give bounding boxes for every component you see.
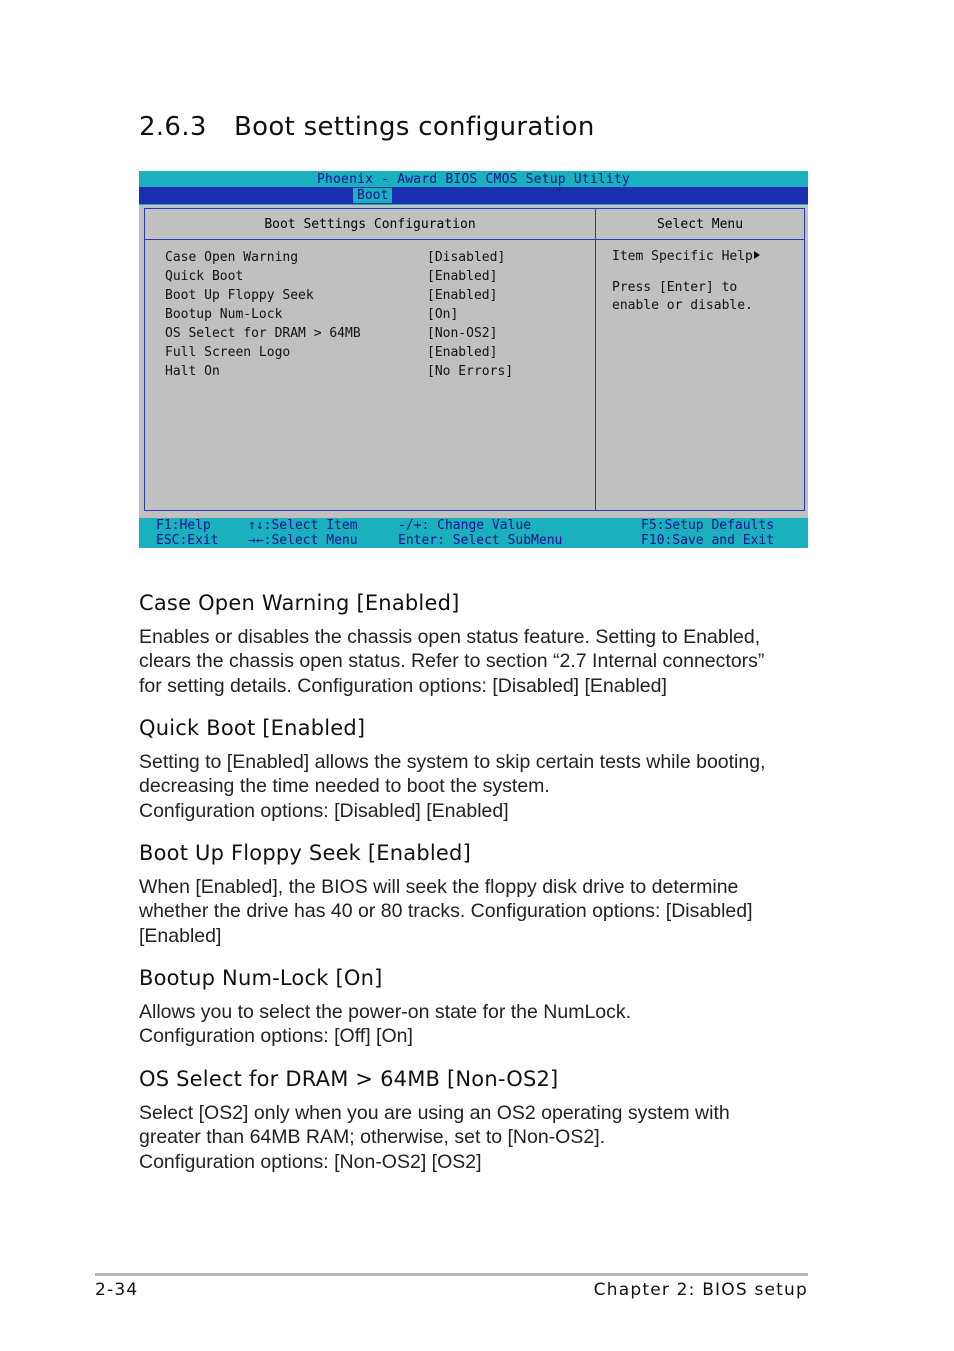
bios-screenshot [139,171,808,548]
setting-label: Full Screen Logo [165,345,291,360]
footer-rule [95,1273,808,1276]
text-line: Setting to [Enabled] allows the system to skip certain tests while booting, [139,751,766,773]
key-select-menu: →←:Select Menu [248,533,358,548]
item-description [139,1101,819,1174]
help-title: Item Specific Help [612,249,753,264]
left-panel-title: Boot Settings Configuration [145,209,595,240]
boot-settings-panel [144,208,596,511]
text-line: for setting details. Configuration options: [Disabled] [Enabled] [139,674,667,697]
setting-label: Case Open Warning [165,250,299,265]
item-heading: Quick Boot [Enabled] [139,716,366,740]
key-change-value: -/+: Change Value [398,518,532,533]
help-panel [595,208,805,511]
page-number: 2-34 [95,1280,139,1300]
setting-value[interactable]: [Enabled] [427,288,498,303]
section-title [139,112,595,142]
help-text [612,248,760,315]
text-line: Enables or disables the chassis open status feature. Setting to Enabled, [139,626,761,648]
key-f10-save-exit: F10:Save and Exit [641,533,775,548]
setting-label: Halt On [165,364,220,379]
text-line: When [Enabled], the BIOS will seek the floppy disk drive to determine [139,876,739,898]
item-description [139,875,819,948]
text-line: decreasing the time needed to boot the system. [139,775,550,798]
bios-utility-title: Phoenix - Award BIOS CMOS Setup Utility [316,172,631,187]
setting-label: Boot Up Floppy Seek [165,288,314,303]
text-line: Configuration options: [Disabled] [Enabled] [139,799,509,822]
item-heading: Case Open Warning [Enabled] [139,591,460,615]
setting-label: Quick Boot [165,269,244,284]
item-heading: Boot Up Floppy Seek [Enabled] [139,841,471,865]
setting-value[interactable]: [Disabled] [427,250,506,265]
key-esc-exit: ESC:Exit [156,533,219,548]
text-line: whether the drive has 40 or 80 tracks. Configuration options: [Disabled] [139,900,753,923]
text-line: [Enabled] [139,924,222,947]
help-line: Press [Enter] to [612,280,738,295]
setting-value[interactable]: [Non-OS2] [427,326,498,341]
chapter-title: Chapter 2: BIOS setup [593,1280,808,1300]
setting-value[interactable]: [Enabled] [427,345,498,360]
setting-value[interactable]: [On] [427,307,459,322]
right-panel-title: Select Menu [596,209,804,240]
item-heading: Bootup Num-Lock [On] [139,966,383,990]
text-line: Allows you to select the power-on state for the NumLock. [139,1001,632,1023]
setting-value[interactable]: [No Errors] [427,364,514,379]
tab-boot[interactable]: Boot [353,188,392,203]
item-description [139,1000,819,1049]
key-select-item: ↑↓:Select Item [248,518,358,533]
bios-key-legend [139,518,808,548]
help-line: enable or disable. [612,298,753,313]
item-heading: OS Select for DRAM > 64MB [Non-OS2] [139,1067,559,1091]
key-f5-defaults: F5:Setup Defaults [641,518,775,533]
text-line: Configuration options: [Non-OS2] [OS2] [139,1150,482,1173]
key-enter-submenu: Enter: Select SubMenu [398,533,563,548]
item-description [139,750,819,823]
text-line: greater than 64MB RAM; otherwise, set to [Non-OS2]. [139,1126,606,1149]
bios-menu-bar [139,187,808,204]
text-line: clears the chassis open status. Refer to section “2.7 Internal connectors” [139,650,765,673]
text-line: Configuration options: [Off] [On] [139,1025,413,1048]
arrow-right-icon [754,251,760,259]
setting-label: OS Select for DRAM > 64MB [165,326,361,341]
setting-value[interactable]: [Enabled] [427,269,498,284]
section-number: 2.6.3 [139,112,207,142]
key-f1-help: F1:Help [156,518,211,533]
item-description [139,625,819,698]
setting-label: Bootup Num-Lock [165,307,283,322]
bios-header [139,171,808,205]
section-title-text: Boot settings configuration [234,112,595,142]
text-line: Select [OS2] only when you are using an OS2 operating system with [139,1102,730,1124]
